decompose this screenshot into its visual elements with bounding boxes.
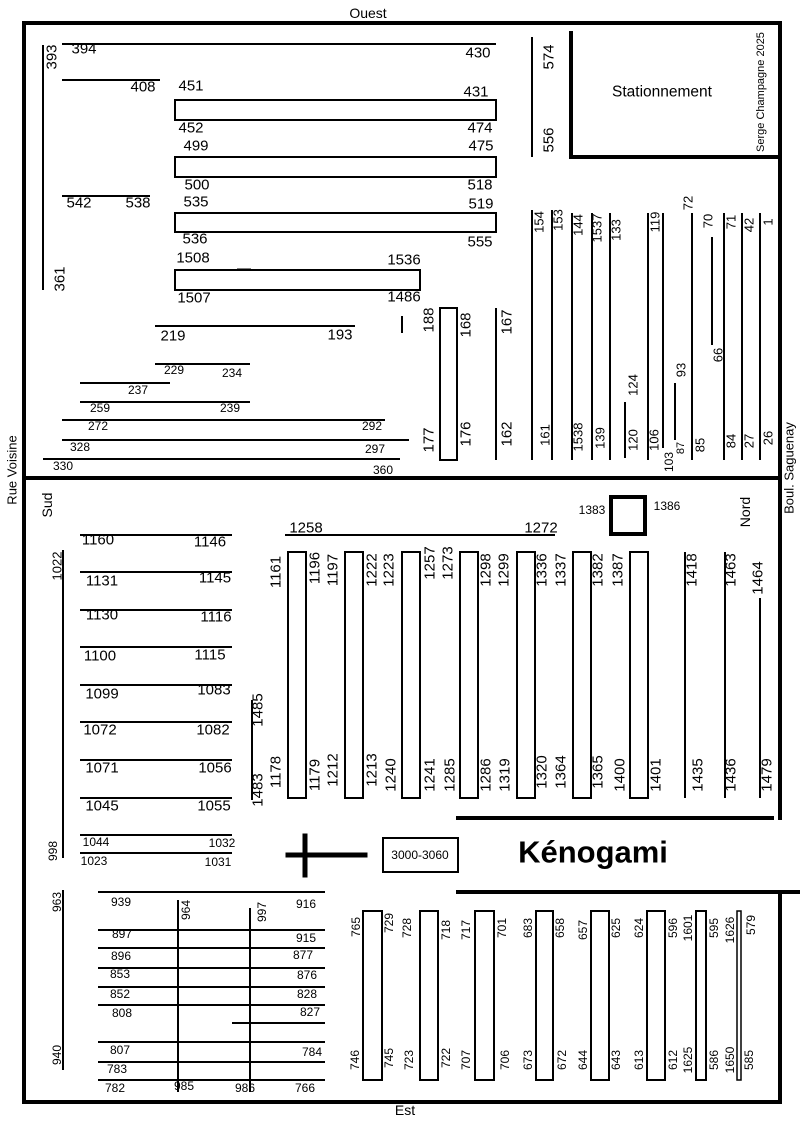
lot-number: 1508 <box>176 249 210 267</box>
lot-number: 722 <box>439 1047 453 1069</box>
lot-number: 718 <box>439 919 453 941</box>
lot-number: 162 <box>498 421 516 447</box>
lot-number: 1320 <box>533 755 551 789</box>
lot-number: 1435 <box>689 758 707 792</box>
lot-number: 1115 <box>194 646 226 664</box>
plot-block <box>363 911 382 1080</box>
lot-number: 625 <box>609 917 623 939</box>
lot-number: 361 <box>51 266 69 292</box>
lot-number: 451 <box>178 77 204 95</box>
lot-number: 518 <box>467 176 493 194</box>
lot-number: 766 <box>294 1081 316 1095</box>
author-credit: Serge Champagne 2025 <box>755 32 767 152</box>
plot-block <box>611 497 645 534</box>
lot-number: 896 <box>110 949 132 963</box>
lot-number: 729 <box>382 912 396 934</box>
lot-number: 1212 <box>324 753 342 787</box>
central-lots-label: 3000-3060 <box>391 848 449 862</box>
lot-number: 177 <box>420 427 438 453</box>
lot-number: 1032 <box>208 836 236 850</box>
lot-number: 1178 <box>267 755 285 789</box>
lot-number: 360 <box>372 463 394 477</box>
lot-number: 940 <box>50 1044 64 1066</box>
lot-number: 106 <box>646 429 662 451</box>
plot-block <box>647 911 665 1080</box>
lot-number: 84 <box>723 433 739 449</box>
lot-number: 624 <box>632 917 646 939</box>
lot-number: 783 <box>106 1062 128 1076</box>
lot-number: 124 <box>625 374 641 396</box>
lot-number: 827 <box>299 1005 321 1019</box>
lot-number: 499 <box>183 137 209 155</box>
plot-block <box>175 100 496 120</box>
street-right-label: Boul. Saguenay <box>781 422 797 514</box>
lot-number: 26 <box>760 430 776 446</box>
lot-number: 72 <box>680 195 696 211</box>
plot-block <box>440 308 457 460</box>
lot-number: 1400 <box>611 758 629 792</box>
lot-number: 876 <box>296 968 318 982</box>
lot-number: 1625 <box>681 1046 695 1074</box>
lot-number: 1071 <box>85 759 119 777</box>
lot-number: 1160 <box>81 531 115 549</box>
lot-number: 85 <box>692 437 708 453</box>
lot-number: 1483 <box>249 773 267 807</box>
lot-number: 1382 <box>589 553 607 587</box>
lot-number: 70 <box>700 213 716 229</box>
lot-number: 612 <box>666 1049 680 1071</box>
lot-number: 144 <box>570 214 586 236</box>
lot-number: 643 <box>609 1049 623 1071</box>
plot-block <box>536 911 553 1080</box>
lot-number: 717 <box>459 919 473 941</box>
lot-number: 673 <box>521 1049 535 1071</box>
compass-north-label: Nord <box>737 496 753 528</box>
lot-number: 1463 <box>722 553 740 587</box>
lot-number: 1197 <box>324 553 342 587</box>
lot-number: 66 <box>710 347 726 363</box>
lot-number: 133 <box>608 219 624 241</box>
lot-number: 188 <box>420 307 438 333</box>
lot-number: 1273 <box>439 546 457 580</box>
lot-number: 1100 <box>83 647 117 665</box>
plot-block <box>591 911 609 1080</box>
lot-number: 852 <box>109 987 131 1001</box>
lot-number: 1022 <box>49 551 65 581</box>
plot-block <box>517 552 535 798</box>
lot-number: 644 <box>576 1049 590 1071</box>
lot-number: 1285 <box>441 758 459 792</box>
lot-number: 1626 <box>723 916 737 944</box>
lot-number: 27 <box>741 433 757 449</box>
lot-number: 1299 <box>495 553 513 587</box>
lot-number: 586 <box>707 1049 721 1071</box>
lot-number: 1486 <box>387 288 421 306</box>
plot-block <box>475 911 494 1080</box>
lot-number: 1213 <box>363 753 381 787</box>
map-title: Kénogami <box>518 834 668 870</box>
lot-number: 219 <box>160 327 186 345</box>
lot-number: 1031 <box>204 855 232 869</box>
lot-number: 728 <box>400 917 414 939</box>
lot-number: 1257 <box>421 546 439 580</box>
lot-number: 939 <box>110 895 132 909</box>
lot-number: 1196 <box>306 551 324 585</box>
lot-number: 998 <box>46 840 60 862</box>
lot-number: 234 <box>221 366 243 380</box>
lot-number: 782 <box>104 1081 126 1095</box>
plot-block <box>175 157 496 177</box>
lot-number: 1161 <box>267 555 285 589</box>
lot-number: 1145 <box>198 569 232 587</box>
lot-number: 1365 <box>589 755 607 789</box>
lot-number: 1240 <box>382 758 400 792</box>
lot-number: 292 <box>361 419 383 433</box>
lot-number: 1507 <box>177 289 211 307</box>
lot-number: 87 <box>675 441 687 455</box>
lot-number: 613 <box>632 1049 646 1071</box>
plot-block <box>345 552 363 798</box>
lot-number: 519 <box>468 195 494 213</box>
lot-number: 1601 <box>681 914 695 942</box>
lot-number: 536 <box>182 230 208 248</box>
lot-number: 1099 <box>85 685 119 703</box>
lot-number: 1023 <box>80 854 108 868</box>
lot-number: 915 <box>295 931 317 945</box>
lot-number: 154 <box>531 211 547 233</box>
lot-number: 229 <box>163 363 185 377</box>
lot-number: 808 <box>111 1006 133 1020</box>
lot-number: 596 <box>666 917 680 939</box>
lot-number: 1464 <box>749 561 767 595</box>
plot-block <box>630 552 648 798</box>
lot-number: 1537 <box>589 213 605 243</box>
lot-number: 1146 <box>193 533 227 551</box>
lot-number: 500 <box>184 176 210 194</box>
lot-number: 330 <box>52 459 74 473</box>
lot-number: 1401 <box>647 758 665 792</box>
lot-number: 784 <box>301 1045 323 1059</box>
lot-number: 555 <box>467 233 493 251</box>
lot-number: 574 <box>540 44 558 70</box>
lot-number: 1387 <box>609 553 627 587</box>
lot-number: 1383 <box>578 503 606 517</box>
plot-block <box>175 270 420 290</box>
lot-number: 297 <box>364 442 386 456</box>
lot-number: 1116 <box>200 608 232 626</box>
lot-number: 93 <box>673 362 689 378</box>
lot-number: 176 <box>457 421 475 447</box>
lot-number: 964 <box>179 899 193 921</box>
lot-number: 167 <box>498 309 516 335</box>
lot-number: 1083 <box>197 681 231 699</box>
lot-number: 71 <box>723 214 739 230</box>
lot-number: 1045 <box>85 797 119 815</box>
lot-number: 672 <box>555 1049 569 1071</box>
lot-number: 997 <box>255 901 269 923</box>
lot-number: 1056 <box>198 759 232 777</box>
lot-number: 986 <box>234 1081 256 1095</box>
lot-number: 707 <box>459 1049 473 1071</box>
lot-number: 1082 <box>196 721 230 739</box>
street-left-label: Rue Voisine <box>4 435 20 505</box>
lot-number: 237 <box>127 383 149 397</box>
lot-number: 746 <box>348 1049 362 1071</box>
lot-number: 706 <box>498 1049 512 1071</box>
compass-south-label: Sud <box>39 492 55 518</box>
lot-number: 1479 <box>758 758 776 792</box>
lot-number: 1436 <box>722 758 740 792</box>
lot-number: 723 <box>402 1049 416 1071</box>
lot-number: 393 <box>43 44 61 70</box>
lot-number: 272 <box>87 419 109 433</box>
lot-number: 1538 <box>570 422 586 452</box>
lot-number: 1130 <box>85 606 119 624</box>
lot-number: 897 <box>111 927 133 941</box>
lot-number: 430 <box>465 44 491 62</box>
lot-number: 259 <box>89 401 111 415</box>
lot-number: 877 <box>292 948 314 962</box>
lot-number: 120 <box>625 429 641 451</box>
lot-number: 153 <box>550 209 566 231</box>
plot-block <box>288 552 306 798</box>
lot-number: 1072 <box>83 721 117 739</box>
compass-east-label: Est <box>394 1102 416 1118</box>
lot-number: 139 <box>592 427 608 449</box>
lot-number: 1319 <box>496 758 514 792</box>
lot-number: 1258 <box>289 519 323 537</box>
lot-number: 168 <box>457 312 475 338</box>
lot-number: 408 <box>130 78 156 96</box>
compass-west-label: Ouest <box>349 5 387 21</box>
lot-number: 1336 <box>533 553 551 587</box>
lot-number: 1179 <box>306 758 324 792</box>
lot-number: 475 <box>468 137 494 155</box>
lot-number: 535 <box>183 193 209 211</box>
plot-block <box>402 552 420 798</box>
lot-number: 595 <box>707 917 721 939</box>
lot-number: 452 <box>178 119 204 137</box>
lot-number: 1222 <box>363 553 381 587</box>
plot-block <box>420 911 438 1080</box>
lot-number: 963 <box>50 891 64 913</box>
lot-number: 1223 <box>380 553 398 587</box>
lot-number: 1055 <box>197 797 231 815</box>
lot-number: 394 <box>71 40 97 58</box>
lot-number: 1418 <box>683 553 701 587</box>
lot-number: 193 <box>327 326 353 344</box>
lot-number: 1044 <box>82 835 110 849</box>
lot-number: 807 <box>109 1043 131 1057</box>
plot-block <box>696 911 706 1080</box>
lot-number: 745 <box>382 1047 396 1069</box>
lot-number: 1536 <box>387 251 421 269</box>
lot-number: 1337 <box>552 553 570 587</box>
lot-number: 1298 <box>477 553 495 587</box>
lot-number: 119 <box>647 211 663 233</box>
lot-number: 431 <box>463 83 489 101</box>
lot-number: 657 <box>576 919 590 941</box>
lot-number: 1272 <box>524 519 558 537</box>
lot-number: 658 <box>553 917 567 939</box>
lot-number: 239 <box>219 401 241 415</box>
plot-block <box>737 911 741 1080</box>
lot-number: 853 <box>109 967 131 981</box>
lot-number: 585 <box>742 1049 756 1071</box>
lot-number: 1364 <box>552 755 570 789</box>
plot-block <box>175 213 496 232</box>
lot-number: 556 <box>540 127 558 153</box>
lot-number: 538 <box>125 194 151 212</box>
lot-number: 916 <box>295 897 317 911</box>
lot-number: 765 <box>349 916 363 938</box>
lot-number: 1386 <box>653 499 681 513</box>
lot-number: 474 <box>467 119 493 137</box>
lot-number: 1485 <box>249 693 267 727</box>
plot-block <box>573 552 591 798</box>
lot-number: 161 <box>537 424 553 446</box>
plot-block <box>460 552 478 798</box>
lot-number: 985 <box>173 1079 195 1093</box>
lot-number: 1 <box>760 218 776 226</box>
lot-number: 103 <box>662 451 676 473</box>
lot-number: 1650 <box>723 1046 737 1074</box>
lot-number: 1286 <box>477 758 495 792</box>
parking-label: Stationnement <box>612 83 712 101</box>
lot-number: 1241 <box>421 758 439 792</box>
lot-number: 701 <box>495 917 509 939</box>
lot-number: 328 <box>69 440 91 454</box>
lot-number: 683 <box>521 917 535 939</box>
lot-number: 1131 <box>85 572 119 590</box>
lot-number: 42 <box>741 217 757 233</box>
lot-number: 828 <box>296 987 318 1001</box>
lot-number: 542 <box>66 194 92 212</box>
lot-number: 579 <box>744 914 758 936</box>
